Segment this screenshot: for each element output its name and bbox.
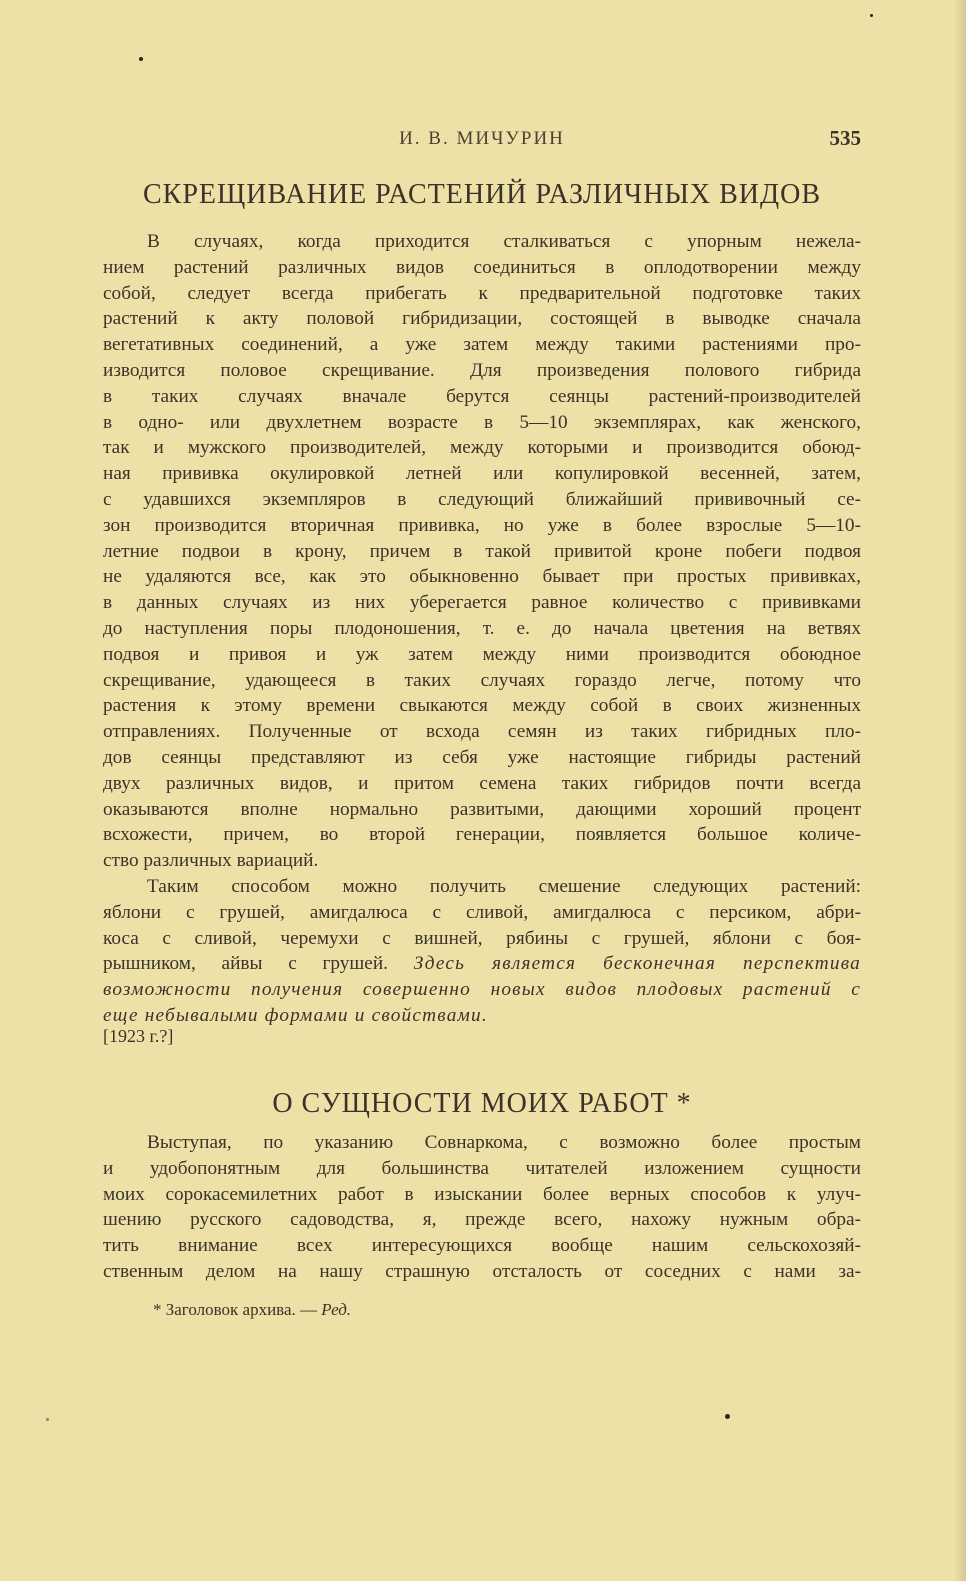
italic-text: Здесь является бесконечная перспектива: [413, 953, 861, 975]
text-line-mixed: [103, 951, 861, 977]
text-line: вегетативных соединений, а уже затем между такими растениями про-: [103, 334, 861, 356]
text-line: не удаляются все, как это обыкновенно бывает при простых прививках,: [103, 566, 861, 588]
italic-text-line: возможности получения совершенно новых видов плодовых растений с: [103, 979, 861, 1001]
text-line: ная прививка окулировкой летней или копулировкой весенней, затем,: [103, 463, 861, 485]
page-edge-shadow: [954, 0, 966, 1581]
text-line: ство различных вариаций.: [103, 850, 319, 872]
text-line: моих сорокасемилетних работ в изыскании более верных способов к улуч-: [103, 1183, 861, 1205]
article-body-essence: [103, 1130, 861, 1285]
text-line: с удавшихся экземпляров в следующий ближайший прививочный се-: [103, 488, 861, 510]
text-run: рышником, айвы с грушей.: [103, 953, 388, 975]
article-date: [1923 г.?]: [103, 1026, 174, 1046]
running-head: И. В. МИЧУРИН: [399, 128, 565, 149]
text-line: нием растений различных видов соединиться в оплодотворении между: [103, 256, 861, 278]
text-line: в одно- или двухлетнем возрасте в 5—10 экземплярах, как женского,: [103, 411, 861, 433]
footnote-text: * Заголовок архива. —: [153, 1300, 322, 1319]
text-line: Таким способом можно получить смешение следующих растений:: [147, 875, 861, 897]
article-title-essence: О СУЩНОСТИ МОИХ РАБОТ *: [272, 1088, 692, 1119]
footnote: [153, 1300, 351, 1320]
footnote-editor: Ред.: [321, 1300, 352, 1319]
text-line: зон производится вторичная прививка, но уже в более взрослые 5—10-: [103, 514, 861, 536]
print-speck: [725, 1414, 730, 1419]
text-line: отправлениях. Полученные от всхода семян из таких гибридных пло-: [103, 721, 861, 743]
text-line: в таких случаях вначале берутся сеянцы растений-производителей: [103, 385, 861, 407]
text-line: в данных случаях из них уберегается равное количество с прививками: [103, 592, 861, 614]
text-line: собой, следует всегда прибегать к предварительной подготовке таких: [103, 282, 861, 304]
text-line: двух различных видов, и притом семена таких гибридов почти всегда: [103, 772, 861, 794]
text-line: дов сеянцы представляют из себя уже настоящие гибриды растений: [103, 746, 861, 768]
text-line: Выступая, по указанию Совнаркома, с возможно более простым: [147, 1132, 861, 1153]
italic-text-line: еще небывалыми формами и свойствами.: [103, 1004, 488, 1026]
page-header: [103, 126, 861, 154]
text-line: оказываются вполне нормально развитыми, дающими хороший процент: [103, 798, 861, 820]
print-speck: [46, 1418, 49, 1421]
page-number: 535: [829, 126, 861, 150]
text-line: и удобопонятным для большинства читателей изложением сущности: [103, 1157, 861, 1179]
text-line: ственным делом на нашу страшную отсталость от соседних с нами за-: [103, 1260, 861, 1282]
text-line: В случаях, когда приходится сталкиваться с упорным нежела-: [147, 231, 861, 252]
text-line: до наступления поры плодоношения, т. е. до начала цветения на ветвях: [103, 617, 861, 639]
text-line: шению русского садоводства, я, прежде всего, нахожу нужным обра-: [103, 1209, 861, 1231]
text-line: изводится половое скрещивание. Для произведения полового гибрида: [103, 359, 861, 381]
text-line: летние подвои в крону, причем в такой привитой кроне побеги подвоя: [103, 540, 861, 562]
text-line: тить внимание всех интересующихся вообще нашим сельскохозяй-: [103, 1235, 861, 1257]
text-line: скрещивание, удающееся в таких случаях гораздо легче, потому что: [103, 669, 861, 691]
text-line: яблони с грушей, амигдалюса с сливой, амигдалюса с персиком, абри-: [103, 901, 861, 923]
text-line: подвоя и привоя и уж затем между ними производится обоюдное: [103, 643, 861, 665]
text-line: так и мужского производителей, между которыми и производится обоюд-: [103, 437, 861, 459]
text-line: растения к этому времени свыкаются между собой в своих жизненных: [103, 695, 861, 717]
article-title-crossing: СКРЕЩИВАНИЕ РАСТЕНИЙ РАЗЛИЧНЫХ ВИДОВ: [142, 179, 821, 210]
text-line: растений к акту половой гибридизации, состоящей в выводке сначала: [103, 308, 861, 330]
print-speck: [870, 14, 873, 17]
article-body-crossing: [103, 229, 861, 1029]
text-line: всхожести, причем, во второй генерации, появляется большое количе-: [103, 824, 861, 846]
print-speck: [139, 57, 143, 61]
text-line: коса с сливой, черемухи с вишней, рябины с грушей, яблони с боя-: [103, 927, 861, 949]
